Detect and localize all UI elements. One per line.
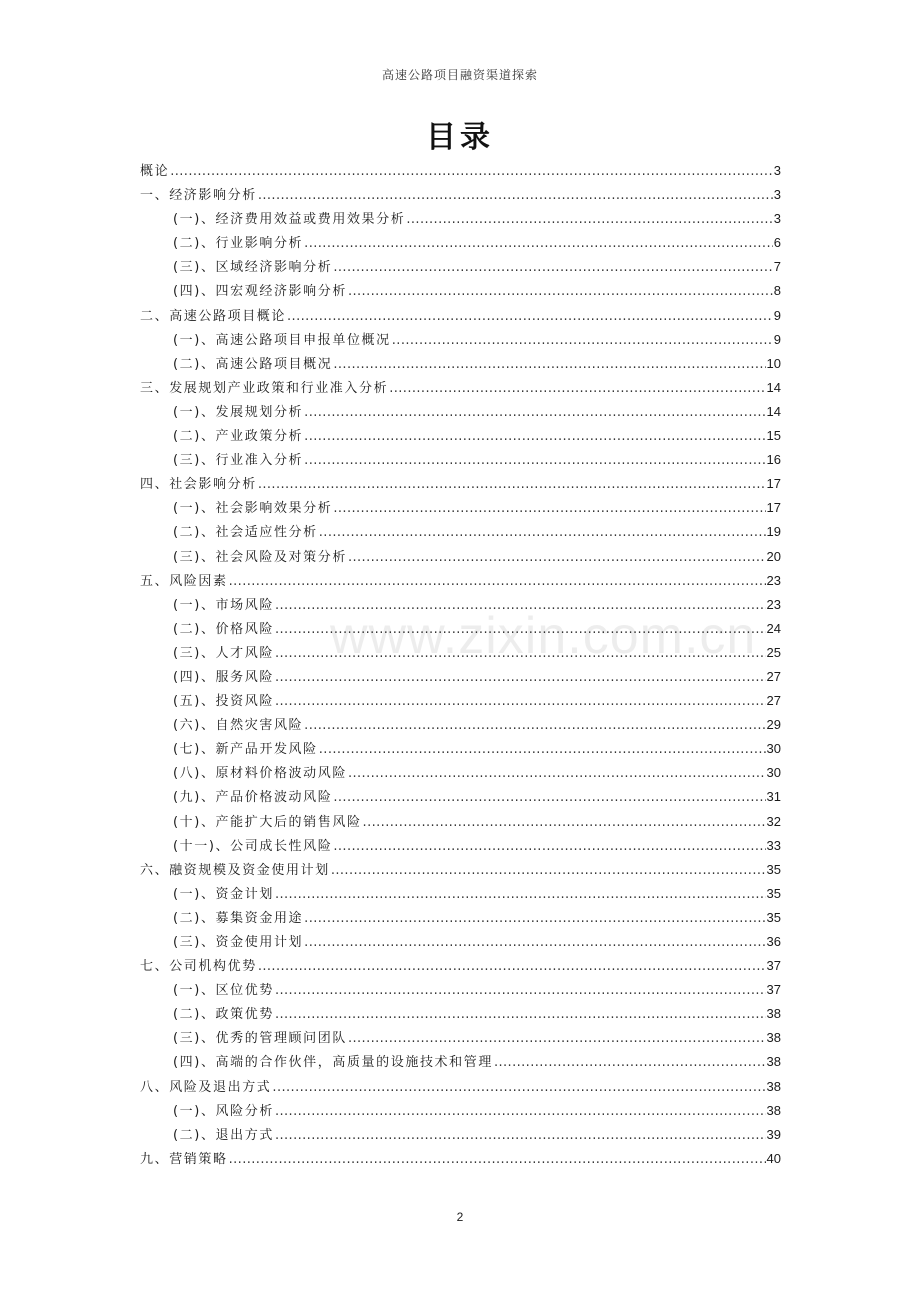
toc-entry[interactable] (140, 1027, 781, 1051)
toc-entry-page: 30 (766, 765, 781, 781)
toc-dot-leader (229, 1152, 766, 1167)
toc-dot-leader (304, 429, 765, 444)
toc-entry-title: (三)、社会风险及对策分析 (173, 549, 347, 565)
toc-entry-page: 38 (766, 1078, 781, 1094)
toc-dot-leader (258, 959, 766, 974)
toc-entry[interactable] (140, 907, 781, 931)
toc-dot-leader (275, 646, 766, 661)
toc-dot-leader (348, 766, 766, 781)
toc-entry[interactable] (140, 690, 781, 714)
toc-dot-leader (304, 718, 765, 733)
toc-entry[interactable] (140, 329, 781, 353)
toc-dot-leader (304, 935, 765, 950)
toc-entry[interactable] (140, 473, 781, 497)
toc-entry[interactable] (140, 497, 781, 521)
toc-dot-leader (275, 1007, 766, 1022)
toc-dot-leader (170, 164, 773, 179)
toc-entry[interactable] (140, 546, 781, 570)
toc-entry-title: (九)、产品价格波动风险 (173, 790, 333, 806)
toc-entry[interactable] (140, 666, 781, 690)
toc-entry[interactable] (140, 570, 781, 594)
toc-entry[interactable] (140, 835, 781, 859)
toc-entry[interactable] (140, 955, 781, 979)
toc-dot-leader (348, 550, 766, 565)
toc-entry-page: 7 (773, 259, 781, 275)
toc-entry[interactable] (140, 1148, 781, 1172)
toc-entry-page: 32 (766, 813, 781, 829)
toc-entry-title: (三)、行业准入分析 (173, 453, 304, 469)
toc-entry-page: 15 (766, 428, 781, 444)
toc-entry-page: 38 (766, 1102, 781, 1118)
toc-dot-leader (272, 1080, 765, 1095)
toc-entry-page: 37 (766, 982, 781, 998)
toc-entry-page: 10 (766, 355, 781, 371)
toc-entry-page: 31 (766, 789, 781, 805)
toc-entry-page: 17 (766, 476, 781, 492)
toc-entry[interactable] (140, 184, 781, 208)
toc-entry-title: (四)、高端的合作伙伴，高质量的设施技术和管理 (173, 1055, 493, 1071)
toc-entry-page: 17 (766, 500, 781, 516)
toc-entry-page: 40 (766, 1150, 781, 1166)
running-header: 高速公路项目融资渠道探索 (381, 68, 538, 82)
toc-entry-page: 23 (766, 596, 781, 612)
toc-entry-page: 27 (766, 693, 781, 709)
toc-dot-leader (275, 622, 766, 637)
toc-entry-title: (六)、自然灾害风险 (173, 718, 304, 734)
toc-entry-page: 14 (766, 379, 781, 395)
toc-entry-title: (三)、区域经济影响分析 (173, 260, 333, 276)
toc-entry[interactable] (140, 521, 781, 545)
toc-entry-title: (一)、风险分析 (173, 1103, 274, 1119)
toc-entry[interactable] (140, 1076, 781, 1100)
toc-entry[interactable] (140, 232, 781, 256)
toc-entry[interactable] (140, 786, 781, 810)
toc-dot-leader (304, 236, 773, 251)
toc-entry-title: (一)、社会影响效果分析 (173, 501, 333, 517)
toc-dot-leader (258, 188, 773, 203)
toc-dot-leader (331, 863, 766, 878)
toc-entry-title: (二)、募集资金用途 (173, 910, 304, 926)
toc-entry-title: (一)、区位优势 (173, 983, 274, 999)
toc-entry-page: 33 (766, 837, 781, 853)
toc-entry[interactable] (140, 1100, 781, 1124)
toc-entry-title: 四、社会影响分析 (140, 477, 257, 493)
toc-entry[interactable] (140, 160, 781, 184)
toc-entry-title: 八、风险及退出方式 (140, 1079, 272, 1095)
toc-entry-page: 35 (766, 909, 781, 925)
toc-entry-page: 30 (766, 741, 781, 757)
toc-entry[interactable] (140, 377, 781, 401)
toc-entry-page: 24 (766, 620, 781, 636)
toc-entry[interactable] (140, 642, 781, 666)
toc-entry-page: 37 (766, 958, 781, 974)
toc-entry-title: (二)、价格风险 (173, 621, 274, 637)
toc-entry[interactable] (140, 425, 781, 449)
toc-dot-leader (275, 887, 766, 902)
toc-entry-page: 6 (773, 235, 781, 251)
toc-entry-page: 35 (766, 885, 781, 901)
toc-entry[interactable] (140, 979, 781, 1003)
toc-entry-title: (四)、四宏观经济影响分析 (173, 284, 347, 300)
toc-entry-page: 29 (766, 717, 781, 733)
toc-dot-leader (348, 284, 773, 299)
toc-entry-page: 36 (766, 934, 781, 949)
toc-entry-title: 七、公司机构优势 (140, 959, 257, 975)
toc-entry-title: (一)、发展规划分析 (173, 404, 304, 420)
toc-title: 目录 (426, 120, 494, 155)
toc-entry[interactable] (140, 618, 781, 642)
toc-entry-title: (二)、退出方式 (173, 1127, 274, 1143)
toc-entry[interactable] (140, 280, 781, 304)
toc-dot-leader (389, 381, 765, 396)
toc-dot-leader (348, 1031, 766, 1046)
toc-dot-leader (333, 501, 765, 516)
toc-entry-page: 14 (766, 403, 781, 419)
toc-entry-page: 3 (773, 187, 781, 203)
toc-entry-title: 六、融资规模及资金使用计划 (140, 862, 330, 878)
toc-dot-leader (333, 357, 765, 372)
toc-entry-title: (一)、资金计划 (173, 886, 274, 902)
toc-entry-page: 23 (766, 572, 781, 588)
toc-entry-title: 二、高速公路项目概论 (140, 308, 287, 324)
toc-dot-leader (333, 839, 765, 854)
toc-entry-page: 25 (766, 644, 781, 660)
toc-entry[interactable] (140, 449, 781, 473)
toc-entry[interactable] (140, 762, 781, 786)
toc-entry-page: 3 (773, 163, 781, 178)
toc-entry[interactable] (140, 811, 781, 835)
toc-dot-leader (275, 694, 766, 709)
toc-entry-page: 16 (766, 452, 781, 468)
toc-entry[interactable] (140, 401, 781, 425)
toc-entry-title: 概论 (140, 164, 170, 179)
toc-entry[interactable] (140, 714, 781, 738)
toc-entry-title: (二)、高速公路项目概况 (173, 356, 333, 372)
toc-entry[interactable] (140, 256, 781, 280)
toc-dot-leader (304, 911, 765, 926)
toc-entry-title: (三)、人才风险 (173, 645, 274, 661)
toc-entry-page: 38 (766, 1030, 781, 1046)
toc-entry-title: (三)、优秀的管理顾问团队 (173, 1031, 347, 1047)
toc-entry-title: (五)、投资风险 (173, 694, 274, 710)
toc-dot-leader (319, 742, 766, 757)
toc-entry-title: 五、风险因素 (140, 573, 228, 589)
table-of-contents (140, 160, 781, 1172)
toc-entry-title: (四)、服务风险 (173, 669, 274, 685)
toc-entry-page: 27 (766, 668, 781, 684)
toc-entry-page: 38 (766, 1054, 781, 1070)
toc-entry-title: 一、经济影响分析 (140, 188, 257, 204)
toc-entry[interactable] (140, 931, 781, 955)
toc-entry[interactable] (140, 1124, 781, 1148)
toc-entry-title: (十)、产能扩大后的销售风险 (173, 814, 362, 830)
toc-entry[interactable] (140, 859, 781, 883)
toc-entry-page: 39 (766, 1126, 781, 1142)
toc-dot-leader (229, 574, 766, 589)
toc-entry-page: 35 (766, 861, 781, 877)
toc-entry-title: (一)、经济费用效益或费用效果分析 (173, 212, 406, 228)
toc-entry-title: (十一)、公司成长性风险 (173, 838, 333, 854)
toc-dot-leader (304, 453, 765, 468)
toc-entry-page: 3 (773, 211, 781, 227)
toc-entry-title: 三、发展规划产业政策和行业准入分析 (140, 380, 389, 396)
toc-entry-title: (三)、资金使用计划 (173, 935, 304, 950)
toc-entry-title: (一)、高速公路项目申报单位概况 (173, 332, 391, 348)
toc-entry[interactable] (140, 738, 781, 762)
toc-dot-leader (287, 309, 773, 324)
toc-entry-title: (八)、原材料价格波动风险 (173, 766, 347, 782)
toc-entry-title: 九、营销策略 (140, 1151, 228, 1167)
toc-entry-page: 38 (766, 1006, 781, 1022)
toc-entry[interactable] (140, 1003, 781, 1027)
toc-entry-title: (二)、政策优势 (173, 1007, 274, 1023)
toc-dot-leader (333, 790, 765, 805)
toc-entry-page: 9 (773, 331, 781, 347)
toc-dot-leader (363, 815, 766, 830)
toc-entry[interactable] (140, 305, 781, 329)
toc-entry[interactable] (140, 208, 781, 232)
toc-entry-title: (七)、新产品开发风险 (173, 742, 318, 758)
toc-dot-leader (406, 212, 772, 227)
toc-entry-page: 20 (766, 548, 781, 564)
page-number: 2 (456, 1210, 464, 1224)
toc-entry-title: (二)、行业影响分析 (173, 236, 304, 252)
toc-dot-leader (304, 405, 765, 420)
toc-entry[interactable] (140, 594, 781, 618)
toc-entry-title: (二)、产业政策分析 (173, 429, 304, 445)
toc-entry-page: 9 (773, 307, 781, 323)
toc-entry-page: 8 (773, 283, 781, 299)
toc-dot-leader (494, 1055, 766, 1070)
toc-dot-leader (275, 1128, 766, 1143)
toc-entry[interactable] (140, 353, 781, 377)
toc-entry[interactable] (140, 1051, 781, 1075)
toc-dot-leader (319, 525, 766, 540)
toc-dot-leader (392, 333, 773, 348)
watermark: www.zixin.com.cn (330, 607, 757, 665)
toc-dot-leader (275, 1104, 766, 1119)
toc-dot-leader (275, 670, 766, 685)
toc-entry-page: 19 (766, 524, 781, 540)
toc-dot-leader (333, 260, 772, 275)
toc-entry-title: (二)、社会适应性分析 (173, 525, 318, 541)
toc-dot-leader (275, 598, 766, 613)
toc-entry[interactable] (140, 883, 781, 907)
toc-dot-leader (275, 983, 766, 998)
toc-dot-leader (258, 477, 766, 492)
toc-entry-title: (一)、市场风险 (173, 597, 274, 613)
